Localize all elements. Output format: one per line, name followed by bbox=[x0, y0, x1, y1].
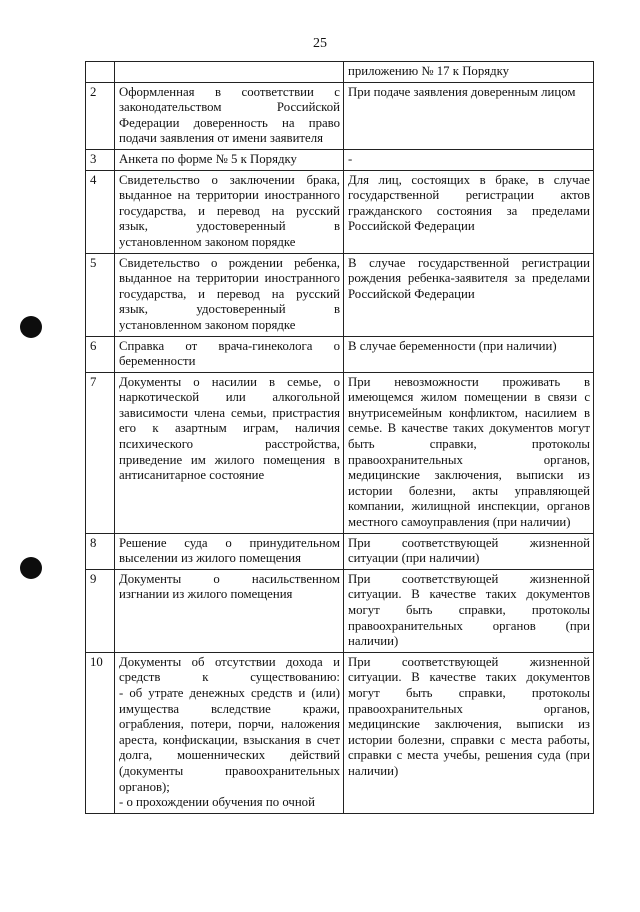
document-name bbox=[115, 253, 344, 336]
document-name-line: законодательством Российской bbox=[119, 100, 340, 115]
submission-note-line: При невозможности проживать в bbox=[348, 374, 590, 389]
row-number: 8 bbox=[86, 533, 115, 569]
submission-note-line: государственной регистрации актов bbox=[348, 188, 590, 203]
submission-note bbox=[344, 170, 594, 253]
submission-note-line: ситуации. В качестве таких документов bbox=[348, 670, 590, 685]
page-number: 25 bbox=[313, 36, 327, 51]
document-name-line: имущества вследствие кражи, bbox=[119, 701, 340, 716]
document-name-line: Документы о насильственном bbox=[119, 571, 340, 586]
submission-note-line: истории болезни, акты управляющей bbox=[348, 483, 590, 498]
submission-note bbox=[344, 372, 594, 533]
submission-note-line: Российской Федерации bbox=[348, 219, 475, 234]
submission-note-line: медицинские заключения, выписки из bbox=[348, 468, 590, 483]
document-name-line: Справка от врача-гинеколога о bbox=[119, 338, 340, 353]
submission-note-line: могут быть справки, протоколы bbox=[348, 685, 590, 700]
table-row-continuation bbox=[86, 62, 594, 83]
document-name-line: установленном законом порядке bbox=[119, 317, 296, 332]
document-name bbox=[115, 336, 344, 372]
submission-note-line: рождения ребенка-заявителя за пределами bbox=[348, 271, 590, 286]
submission-note-line: При соответствующей жизненной bbox=[348, 654, 590, 669]
document-name bbox=[115, 533, 344, 569]
document-name bbox=[115, 372, 344, 533]
document-name-line: Решение суда о принудительном bbox=[119, 535, 340, 550]
submission-note-line: правоохранительных органов, bbox=[348, 452, 590, 467]
binder-hole-bottom bbox=[20, 557, 42, 579]
document-name-line: язык, удостоверенный в bbox=[119, 219, 340, 234]
document-name-line: ареста, конфискации, взыскания в счет bbox=[119, 732, 340, 747]
document-name-line: - об утрате денежных средств и (или) bbox=[119, 685, 340, 700]
submission-note-line: В случае государственной регистрации bbox=[348, 255, 590, 270]
submission-note bbox=[344, 82, 594, 149]
table-row bbox=[86, 149, 594, 170]
document-name-line: наркотической или алкогольной bbox=[119, 390, 340, 405]
document-name-line: Документы о насилии в семье, о bbox=[119, 374, 340, 389]
document-name-line: (документы правоохранительных bbox=[119, 763, 340, 778]
document-name-line: выселении из жилого помещения bbox=[119, 551, 301, 566]
row-number: 6 bbox=[86, 336, 115, 372]
submission-note bbox=[344, 569, 594, 652]
table-row bbox=[86, 253, 594, 336]
document-name-line: беременности bbox=[119, 354, 196, 369]
document-name-line: Федерации доверенность на право bbox=[119, 115, 340, 130]
submission-note-line: быть справки, протоколы bbox=[348, 437, 590, 452]
submission-note bbox=[344, 652, 594, 813]
submission-note-line: наличии) bbox=[348, 634, 399, 649]
document-name-line: государства, и перевод на русский bbox=[119, 203, 340, 218]
documents-table bbox=[85, 61, 594, 814]
submission-note-line: правоохранительных органов (при bbox=[348, 618, 590, 633]
submission-note-line: При подаче заявления доверенным лицом bbox=[348, 84, 576, 99]
document-name-line: - о прохождении обучения по очной bbox=[119, 795, 315, 810]
table-row bbox=[86, 170, 594, 253]
submission-note-line: истории болезни, справки с места работы, bbox=[348, 732, 590, 747]
binder-hole-top bbox=[20, 316, 42, 338]
table-row bbox=[86, 569, 594, 652]
submission-note-line: компании, жилищной инспекции, органов bbox=[348, 499, 590, 514]
table-row bbox=[86, 652, 594, 813]
continuation-note: приложению № 17 к Порядку bbox=[344, 62, 594, 83]
document-name bbox=[115, 652, 344, 813]
document-name bbox=[115, 82, 344, 149]
submission-note-line: наличии) bbox=[348, 763, 399, 778]
document-name-line: установленном законом порядке bbox=[119, 234, 296, 249]
submission-note-line: семье. В качестве таких документов могут bbox=[348, 421, 590, 436]
submission-note-line: При соответствующей жизненной bbox=[348, 571, 590, 586]
cell-empty-doc bbox=[115, 62, 344, 83]
document-name-line: долга, мошеннических действий bbox=[119, 748, 340, 763]
submission-note-line: При соответствующей жизненной bbox=[348, 535, 590, 550]
table-row bbox=[86, 533, 594, 569]
row-number: 10 bbox=[86, 652, 115, 813]
submission-note-line: справки с места учебы, решения суда (при bbox=[348, 748, 590, 763]
document-name bbox=[115, 170, 344, 253]
submission-note-line: Для лиц, состоящих в браке, в случае bbox=[348, 172, 590, 187]
document-name-line: психического расстройства, bbox=[119, 437, 340, 452]
submission-note-line: гражданского состояния за пределами bbox=[348, 203, 590, 218]
documents-table-body bbox=[86, 62, 594, 814]
row-number: 4 bbox=[86, 170, 115, 253]
submission-note-line: - bbox=[348, 151, 353, 166]
document-name-line: Анкета по форме № 5 к Порядку bbox=[119, 151, 297, 166]
submission-note-line: медицинские заключения, выписки из bbox=[348, 717, 590, 732]
document-name-line: Свидетельство о заключении брака, bbox=[119, 172, 340, 187]
row-number: 2 bbox=[86, 82, 115, 149]
document-name-line: ограбления, потери, порчи, наложения bbox=[119, 717, 340, 732]
cell-empty-num bbox=[86, 62, 115, 83]
submission-note-line: ситуации. В качестве таких документов bbox=[348, 587, 590, 602]
document-name-line: средств к существованию: bbox=[119, 670, 340, 685]
document-name-line: подачи заявления от имени заявителя bbox=[119, 131, 323, 146]
row-number: 7 bbox=[86, 372, 115, 533]
submission-note-line: Российской Федерации bbox=[348, 286, 475, 301]
table-row bbox=[86, 372, 594, 533]
document-name-line: Оформленная в соответствии с bbox=[119, 84, 340, 99]
document-name-line: органов); bbox=[119, 779, 170, 794]
table-row bbox=[86, 336, 594, 372]
document-name-line: выданное на территории иностранного bbox=[119, 271, 340, 286]
document-name-line: антисанитарное состояние bbox=[119, 468, 265, 483]
document-name-line: Документы об отсутствии дохода и bbox=[119, 654, 340, 669]
document-name-line: изгнании из жилого помещения bbox=[119, 587, 293, 602]
submission-note-line: внутрисемейным конфликтом, насилием в bbox=[348, 405, 590, 420]
table-row bbox=[86, 82, 594, 149]
row-number: 3 bbox=[86, 149, 115, 170]
submission-note-line: могут быть справки, протоколы bbox=[348, 603, 590, 617]
submission-note bbox=[344, 336, 594, 372]
document-name-line: Свидетельство о рождении ребенка, bbox=[119, 255, 340, 270]
document-name-line: язык, удостоверенный в bbox=[119, 302, 340, 317]
row-number: 9 bbox=[86, 569, 115, 652]
document-name-line: выданное на территории иностранного bbox=[119, 188, 340, 203]
submission-note-line: В случае беременности (при наличии) bbox=[348, 338, 557, 353]
row-number: 5 bbox=[86, 253, 115, 336]
submission-note-line: имеющемся жилом помещении в связи с bbox=[348, 390, 590, 405]
submission-note-line: местного самоуправления (при наличии) bbox=[348, 515, 571, 530]
submission-note bbox=[344, 533, 594, 569]
document-name bbox=[115, 149, 344, 170]
document-name-line: его к азартным играм, наличия bbox=[119, 421, 340, 436]
submission-note-line: ситуации (при наличии) bbox=[348, 551, 480, 566]
submission-note bbox=[344, 253, 594, 336]
document-name-line: приведение им жилого помещения в bbox=[119, 452, 340, 467]
document-name-line: зависимости члена семьи, пристрастия bbox=[119, 405, 340, 420]
document-name bbox=[115, 569, 344, 652]
submission-note-line: правоохранительных органов, bbox=[348, 701, 590, 716]
document-name-line: государства, и перевод на русский bbox=[119, 286, 340, 301]
submission-note bbox=[344, 149, 594, 170]
